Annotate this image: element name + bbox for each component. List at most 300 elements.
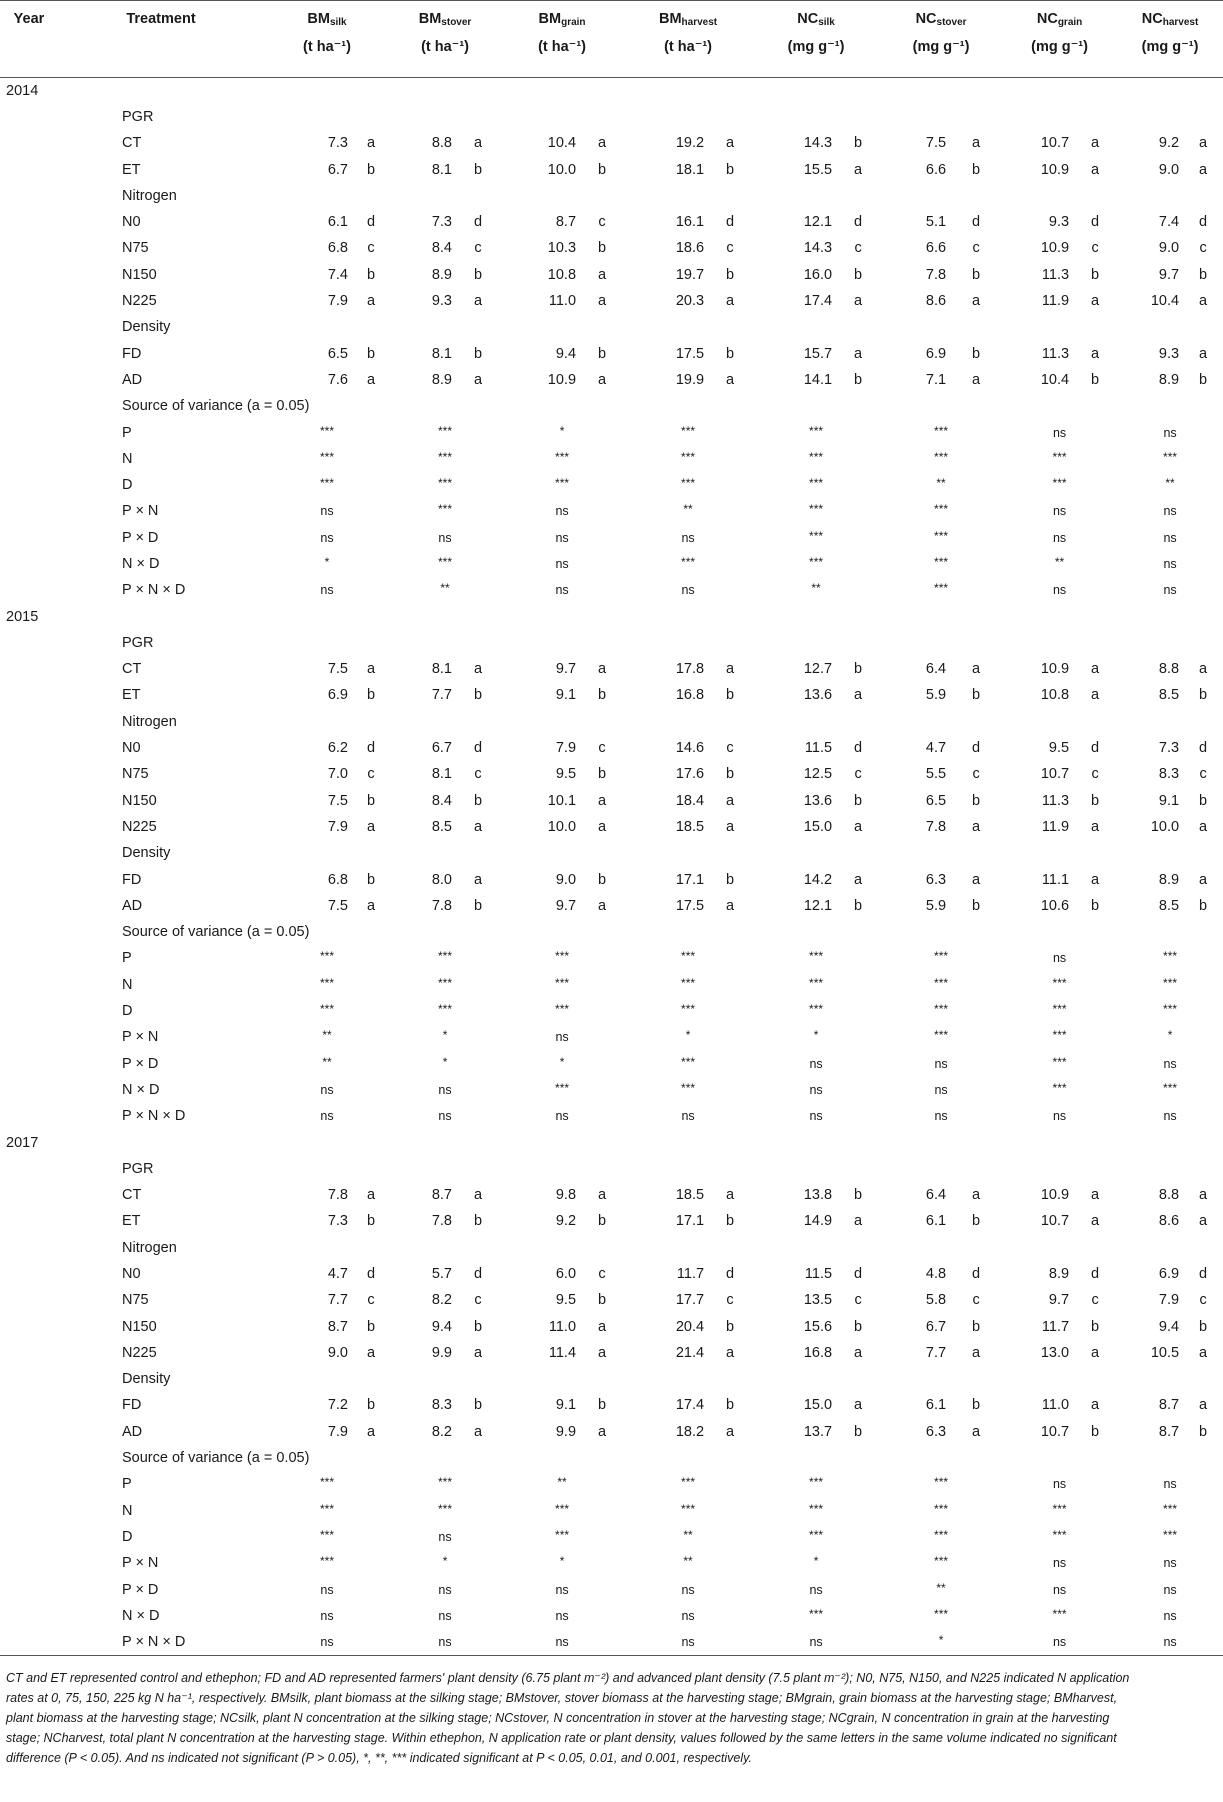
empty-cell (0, 1103, 58, 1129)
table-row (0, 262, 1223, 288)
table-footnote: CT and ET represented control and ethephon; FD and AD represented farmers' plant density (6.75 plant m⁻²) and advanced plant density (7.5 plant m⁻²); N0, N75, N150, and N225 indicated N application rates at 0, 75, 150, 225 kg N ha⁻¹, respectively. BMsilk, plant biomass at the silking stage; BMstover, stover biomass at the harvesting stage; BMgrain, grain biomass at the harvesting stage; BMharvest, plant biomass at the harvesting stage; NCsilk, plant N concentration at the silking stage; NCstover, N concentration in stover at the harvesting stage; NCgrain, N concentration in grain at the harvesting stage; NCharvest, total plant N concentration at the harvesting stage. Within ethephon, N application rate or plant density, values followed by the same letters in the same volume indicated no significant difference (P < 0.05). And ns indicated not significant (P > 0.05), *, **, *** indicated significant at P < 0.05, 0.01, and 0.001, respectively. (6, 1671, 1130, 1765)
value-cell: 15.0 (803, 1397, 833, 1414)
letter-cell: a (726, 135, 735, 152)
value-cell: 4.7 (925, 740, 947, 757)
empty-cell (0, 972, 58, 998)
group-label: PGR (122, 634, 154, 651)
header-unit: (t ha⁻¹) (664, 39, 713, 55)
letter-cell: a (854, 293, 863, 310)
letter-cell: b (854, 266, 863, 283)
header-year: Year (0, 1, 58, 78)
empty-cell (0, 498, 58, 524)
value-cell: 9.3 (1158, 345, 1180, 362)
value-cell: 6.8 (327, 240, 348, 257)
letter-cell: a (1091, 687, 1100, 704)
value-cell: 9.1 (1158, 792, 1180, 809)
group-label: Density (122, 845, 171, 862)
letter-cell: a (726, 661, 735, 678)
header-unit: (mg g⁻¹) (787, 39, 845, 55)
significance-cell: *** (320, 449, 335, 464)
letter-cell: a (1091, 661, 1100, 678)
letter-cell: c (972, 766, 980, 783)
letter-cell: c (1091, 1292, 1099, 1309)
letter-cell: d (366, 1266, 376, 1282)
letter-cell: b (854, 661, 863, 678)
letter-cell: b (854, 1318, 863, 1335)
source-label: N × D (122, 1607, 160, 1624)
table-row (0, 367, 1223, 393)
source-label: D (122, 477, 133, 494)
source-label: N × D (122, 555, 160, 572)
significance-cell: *** (320, 975, 335, 990)
letter-cell: b (473, 1397, 483, 1414)
header-unit: (mg g⁻¹) (912, 39, 970, 55)
value-cell: 8.3 (431, 1397, 453, 1414)
significance-cell: ns (438, 1582, 452, 1597)
header-col-nc-silk (752, 1, 880, 78)
empty-cell (0, 183, 58, 209)
significance-cell: *** (934, 1028, 949, 1043)
value-cell: 7.8 (431, 1213, 453, 1230)
letter-cell: a (598, 661, 607, 678)
significance-cell: *** (438, 554, 453, 569)
significance-cell: *** (934, 1002, 949, 1017)
letter-cell: a (1091, 161, 1100, 178)
letter-cell: b (473, 266, 483, 283)
table-row (0, 814, 1223, 840)
letter-cell: a (854, 345, 863, 362)
empty-cell (0, 709, 58, 735)
empty-cell (0, 1471, 58, 1497)
significance-cell: *** (1052, 1080, 1067, 1095)
variance-row (0, 551, 1223, 577)
value-cell: 17.7 (675, 1292, 705, 1309)
value-cell: 6.9 (1158, 1266, 1180, 1282)
letter-cell: c (972, 1292, 980, 1309)
significance-cell: *** (934, 581, 949, 596)
letter-cell: c (367, 766, 375, 783)
treatment-label: N75 (122, 240, 149, 257)
value-cell: 15.0 (803, 818, 833, 835)
significance-cell: ns (438, 1082, 452, 1097)
header-sub: silk (329, 17, 347, 28)
significance-cell: *** (934, 1554, 949, 1569)
empty-cell (0, 551, 58, 577)
letter-cell: a (473, 1423, 483, 1440)
significance-cell: ** (936, 476, 946, 491)
significance-cell: ns (1117, 1629, 1223, 1655)
significance-cell: *** (681, 975, 696, 990)
significance-cell: *** (555, 449, 570, 464)
letter-cell: d (473, 740, 483, 757)
group-row (0, 314, 1223, 340)
value-cell: 7.9 (327, 293, 348, 310)
value-cell: 6.3 (925, 871, 947, 888)
significance-cell: *** (320, 1002, 335, 1017)
letter-cell: a (726, 1344, 735, 1361)
value-cell: 11.5 (804, 740, 833, 757)
significance-cell: ** (322, 1028, 332, 1043)
letter-cell: b (1091, 266, 1100, 283)
variance-header-row (0, 1445, 1223, 1471)
significance-cell: ns (1163, 1582, 1177, 1597)
empty-cell (0, 1366, 58, 1392)
treatment-label: ET (122, 161, 141, 178)
header-col-nc-stover (880, 1, 1002, 78)
value-cell: 7.8 (431, 897, 453, 914)
treatment-label: N225 (122, 1344, 157, 1361)
year-label: 2017 (6, 1134, 39, 1151)
significance-cell: ** (1165, 476, 1175, 491)
header-row (0, 1, 1223, 78)
value-cell: 9.0 (327, 1344, 348, 1361)
value-cell: 7.9 (327, 818, 348, 835)
letter-cell: a (972, 661, 981, 678)
significance-cell: *** (681, 1002, 696, 1017)
letter-cell: b (972, 1397, 981, 1414)
letter-cell: a (1091, 1344, 1100, 1361)
letter-cell: d (972, 1266, 981, 1282)
letter-cell: a (972, 1344, 981, 1361)
significance-cell: ** (1054, 554, 1065, 569)
value-cell: 12.5 (803, 766, 833, 783)
letter-cell: a (726, 1423, 735, 1440)
significance-cell: ns (1163, 425, 1177, 440)
value-cell: 7.5 (327, 897, 348, 914)
letter-cell: b (473, 897, 483, 914)
letter-cell: b (1199, 266, 1208, 283)
source-label: P (122, 1476, 132, 1493)
letter-cell: a (473, 1344, 483, 1361)
significance-cell: *** (1163, 1527, 1178, 1542)
empty-cell (0, 156, 58, 182)
letter-cell: a (598, 897, 607, 914)
value-cell: 16.0 (803, 266, 833, 283)
significance-cell: *** (320, 1554, 335, 1569)
significance-cell: ns (809, 1109, 823, 1124)
letter-cell: a (854, 1213, 863, 1230)
value-cell: 14.3 (803, 135, 833, 152)
header-col-bm-silk (264, 1, 390, 78)
variance-row (0, 1603, 1223, 1629)
letter-cell: a (972, 135, 981, 152)
significance-cell: ** (936, 1580, 946, 1595)
significance-cell: ns (1052, 583, 1067, 598)
significance-cell: *** (1163, 1501, 1178, 1516)
letter-cell: c (598, 740, 606, 757)
header-sub: grain (1057, 17, 1083, 28)
source-label: P (122, 950, 132, 967)
significance-cell: *** (809, 975, 824, 990)
letter-cell: a (726, 818, 735, 835)
letter-cell: d (854, 214, 863, 231)
letter-cell: b (473, 161, 483, 178)
value-cell: 10.7 (1040, 135, 1070, 152)
value-cell: 6.8 (327, 871, 348, 888)
letter-cell: a (473, 371, 483, 388)
letter-cell: a (1091, 1397, 1100, 1414)
value-cell: 11.1 (1041, 871, 1070, 888)
value-cell: 9.4 (431, 1318, 453, 1335)
value-cell: 7.9 (327, 1423, 348, 1440)
value-cell: 10.4 (1040, 371, 1070, 388)
letter-cell: a (473, 661, 483, 678)
value-cell: 8.5 (431, 818, 453, 835)
value-cell: 14.9 (803, 1213, 833, 1230)
significance-cell: ** (811, 581, 821, 596)
value-cell: 10.9 (547, 371, 577, 388)
value-cell: 10.9 (1040, 240, 1070, 257)
header-main: BM (307, 11, 330, 27)
value-cell: 8.9 (1048, 1266, 1070, 1282)
group-row (0, 1366, 1223, 1392)
source-label: P × D (122, 529, 159, 546)
variance-label: Source of variance (a = 0.05) (122, 1450, 310, 1467)
letter-cell: b (598, 687, 607, 704)
significance-cell: ** (322, 1054, 332, 1069)
variance-row (0, 1629, 1223, 1655)
significance-cell: ns (438, 1109, 452, 1124)
value-cell: 8.1 (431, 161, 453, 178)
value-cell: 19.9 (675, 371, 705, 388)
value-cell: 19.2 (675, 135, 705, 152)
significance-cell: ns (752, 1629, 880, 1655)
empty-cell (0, 314, 58, 340)
letter-cell: a (473, 293, 483, 310)
letter-cell: a (366, 897, 376, 914)
value-cell: 10.7 (1040, 766, 1070, 783)
value-cell: 10.4 (547, 135, 577, 152)
significance-cell: ns (555, 1582, 569, 1597)
source-label: P × D (122, 1581, 159, 1598)
value-cell: 8.6 (925, 293, 947, 310)
value-cell: 15.5 (803, 161, 833, 178)
empty-cell (0, 288, 58, 314)
header-unit: (t ha⁻¹) (538, 39, 586, 55)
significance-cell: *** (1052, 476, 1067, 491)
source-label: D (122, 1528, 133, 1545)
source-label: N (122, 976, 133, 993)
value-cell: 9.1 (555, 687, 577, 704)
significance-cell: ns (555, 1030, 569, 1045)
significance-cell: ns (1052, 1477, 1067, 1492)
variance-row (0, 1576, 1223, 1602)
letter-cell: b (366, 1318, 376, 1335)
significance-cell: *** (1052, 1501, 1067, 1516)
value-cell: 8.9 (431, 371, 453, 388)
empty-cell (0, 340, 58, 366)
value-cell: 8.7 (1158, 1423, 1180, 1440)
letter-cell: a (366, 371, 376, 388)
letter-cell: b (1199, 792, 1208, 809)
empty-cell (0, 1024, 58, 1050)
letter-cell: a (366, 1344, 376, 1361)
value-cell: 8.0 (431, 871, 453, 888)
letter-cell: c (854, 1292, 862, 1309)
significance-cell: * (442, 1554, 448, 1569)
value-cell: 7.4 (327, 266, 348, 283)
header-unit: (t ha⁻¹) (421, 39, 469, 55)
empty-cell (0, 866, 58, 892)
letter-cell: a (972, 371, 981, 388)
empty-cell (0, 1182, 58, 1208)
value-cell: 6.0 (555, 1266, 577, 1282)
letter-cell: a (1091, 871, 1100, 888)
empty-cell (0, 788, 58, 814)
header-unit: (mg g⁻¹) (1141, 39, 1199, 55)
value-cell: 9.2 (1158, 135, 1180, 152)
significance-cell: * (559, 1054, 565, 1069)
letter-cell: b (1091, 1423, 1100, 1440)
value-cell: 7.3 (327, 1213, 348, 1230)
value-cell: 16.8 (803, 1344, 833, 1361)
variance-row (0, 945, 1223, 971)
header-sub: stover (441, 17, 472, 28)
significance-cell: ns (934, 1082, 948, 1097)
empty-cell (58, 78, 1223, 104)
value-cell: 7.8 (925, 818, 947, 835)
header-main: NC (1141, 11, 1163, 27)
year-label: 2014 (6, 82, 39, 99)
significance-cell: ns (809, 1082, 823, 1097)
letter-cell: b (972, 687, 981, 704)
significance-cell: ns (1163, 504, 1177, 519)
variance-row (0, 972, 1223, 998)
variance-row (0, 498, 1223, 524)
value-cell: 6.4 (925, 1187, 947, 1204)
significance-cell: *** (934, 554, 949, 569)
letter-cell: b (598, 1292, 607, 1309)
significance-cell: ** (683, 502, 693, 517)
year-row (0, 603, 1223, 629)
letter-cell: b (1091, 1318, 1100, 1335)
value-cell: 5.9 (925, 687, 947, 704)
value-cell: 6.6 (925, 240, 947, 257)
significance-cell: ns (264, 1629, 390, 1655)
letter-cell: d (1091, 740, 1100, 757)
value-cell: 11.4 (548, 1344, 577, 1361)
value-cell: 11.9 (1041, 293, 1070, 310)
value-cell: 17.4 (803, 293, 833, 310)
source-label: N (122, 1502, 133, 1519)
letter-cell: d (1199, 740, 1208, 757)
significance-cell: ns (1002, 1629, 1117, 1655)
table-row (0, 761, 1223, 787)
value-cell: 9.1 (555, 1397, 577, 1414)
header-unit: (mg g⁻¹) (1031, 39, 1088, 55)
letter-cell: b (854, 371, 863, 388)
table-row (0, 156, 1223, 182)
value-cell: 14.6 (675, 740, 705, 757)
source-label: P × N × D (58, 1629, 264, 1655)
empty-cell (0, 525, 58, 551)
header-col-nc-harvest (1117, 1, 1223, 78)
value-cell: 5.5 (925, 766, 947, 783)
value-cell: 9.4 (1158, 1318, 1180, 1335)
letter-cell: a (1199, 345, 1208, 362)
letter-cell: d (1199, 214, 1208, 231)
significance-cell: ns (555, 504, 569, 519)
letter-cell: a (972, 1187, 981, 1204)
value-cell: 20.4 (675, 1318, 705, 1335)
value-cell: 13.7 (803, 1423, 833, 1440)
value-cell: 8.7 (1158, 1397, 1180, 1414)
treatment-label: ET (122, 687, 141, 704)
value-cell: 18.6 (675, 240, 705, 257)
empty-cell (0, 1235, 58, 1261)
value-cell: 8.5 (1158, 687, 1180, 704)
treatment-label: FD (122, 871, 142, 888)
variance-row (0, 1077, 1223, 1103)
letter-cell: b (1199, 1423, 1208, 1440)
value-cell: 9.3 (431, 293, 453, 310)
letter-cell: d (972, 740, 981, 757)
letter-cell: a (1199, 135, 1208, 152)
empty-cell (0, 1208, 58, 1234)
empty-cell (0, 1445, 58, 1471)
significance-cell: ns (681, 583, 695, 598)
significance-cell: ns (1163, 1109, 1177, 1124)
header-sub: grain (561, 17, 586, 28)
value-cell: 7.9 (555, 740, 577, 757)
significance-cell: *** (809, 554, 824, 569)
value-cell: 9.4 (555, 345, 577, 362)
significance-cell: *** (320, 949, 335, 964)
significance-cell: *** (320, 1475, 335, 1490)
empty-cell (0, 1629, 58, 1655)
source-label: P × N × D (122, 582, 186, 599)
letter-cell: c (474, 766, 482, 783)
significance-cell: * (559, 423, 565, 438)
letter-cell: a (598, 371, 607, 388)
value-cell: 10.0 (547, 161, 577, 178)
table-row (0, 656, 1223, 682)
value-cell: 5.7 (431, 1266, 453, 1282)
value-cell: 14.1 (803, 371, 833, 388)
significance-cell: *** (1052, 1527, 1067, 1542)
value-cell: 9.0 (555, 871, 577, 888)
letter-cell: c (854, 766, 862, 783)
value-cell: 17.6 (675, 766, 705, 783)
empty-cell (0, 1050, 58, 1076)
group-row (0, 1235, 1223, 1261)
treatment-label: N225 (122, 818, 157, 835)
letter-cell: a (1091, 1213, 1100, 1230)
significance-cell: ns (1052, 1556, 1067, 1571)
empty-cell (0, 1287, 58, 1313)
letter-cell: b (366, 871, 376, 888)
letter-cell: b (972, 897, 981, 914)
empty-cell (0, 367, 58, 393)
letter-cell: a (1091, 345, 1100, 362)
significance-cell: ns (809, 1582, 823, 1597)
value-cell: 9.5 (1048, 740, 1070, 757)
empty-cell (0, 1340, 58, 1366)
variance-row (0, 1024, 1223, 1050)
letter-cell: d (1091, 1266, 1100, 1282)
table-row (0, 735, 1223, 761)
value-cell: 11.7 (1041, 1318, 1070, 1335)
group-label: Density (122, 1371, 171, 1388)
letter-cell: a (1199, 1344, 1208, 1361)
treatment-label: ET (122, 1213, 141, 1230)
letter-cell: c (598, 1266, 606, 1282)
value-cell: 8.1 (431, 345, 453, 362)
source-label: P (122, 424, 132, 441)
group-row (0, 840, 1223, 866)
value-cell: 7.2 (327, 1397, 348, 1414)
letter-cell: a (366, 818, 376, 835)
